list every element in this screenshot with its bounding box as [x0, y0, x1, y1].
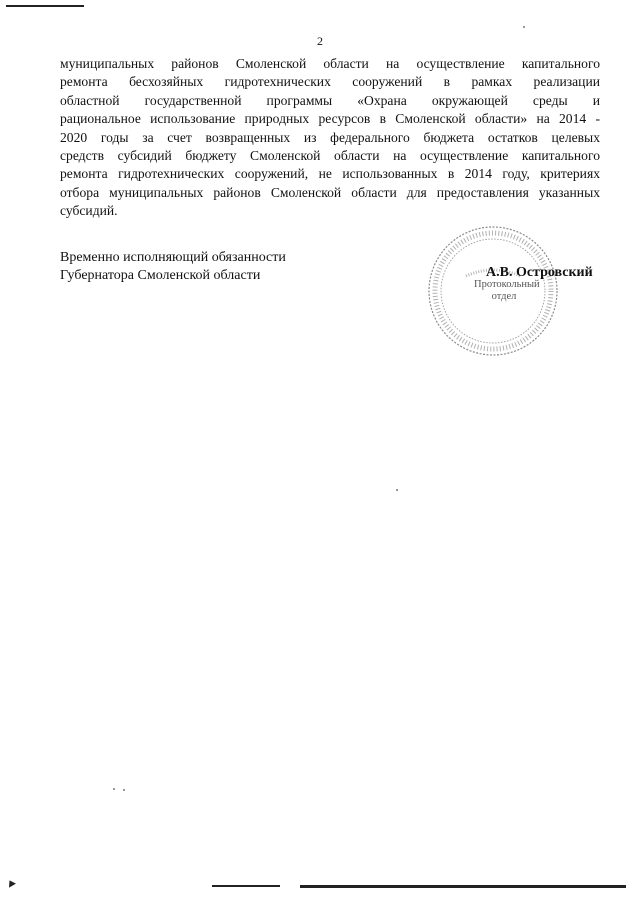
page-number: 2 — [317, 34, 323, 48]
stamp-text-line: Протокольный — [474, 279, 540, 290]
scan-corner-mark — [6, 878, 16, 887]
scan-speck — [123, 789, 125, 791]
signatory-position-line: Временно исполняющий обязанности — [60, 250, 286, 265]
body-line: ремонта бесхозяйных гидротехнических сооружений в рамках реализации — [60, 74, 600, 90]
bottom-rule — [300, 885, 626, 888]
signatory-position — [60, 249, 286, 285]
scan-speck — [396, 489, 398, 491]
body-line: средств субсидий бюджету Смоленской области на осуществление капитального — [60, 148, 600, 164]
stamp-text-line: отдел — [491, 291, 517, 302]
body-line: областной государственной программы «Охрана окружающей среды и — [60, 92, 600, 108]
body-line: муниципальных районов Смоленской области на осуществление капитального — [60, 56, 600, 71]
scan-speck — [113, 788, 115, 790]
body-line: субсидий. — [60, 203, 118, 219]
scan-speck — [523, 26, 525, 28]
body-line: ремонта гидротехнических сооружений, не использованных в 2014 году, критериях — [60, 166, 600, 182]
bottom-rule — [212, 885, 280, 887]
top-rule — [6, 5, 84, 7]
body-line: рациональное использование природных ресурсов в Смоленской области» на 2014 - — [60, 111, 600, 127]
body-line: 2020 годы за счет возвращенных из федерального бюджета остатков целевых — [60, 129, 600, 145]
stamp-text — [474, 279, 540, 303]
signatory-position-line: Губернатора Смоленской области — [60, 268, 261, 283]
body-paragraph — [60, 55, 600, 221]
body-line: отбора муниципальных районов Смоленской области для предоставления указанных — [60, 184, 600, 200]
signatory-name: А.В. Островский — [486, 265, 593, 280]
